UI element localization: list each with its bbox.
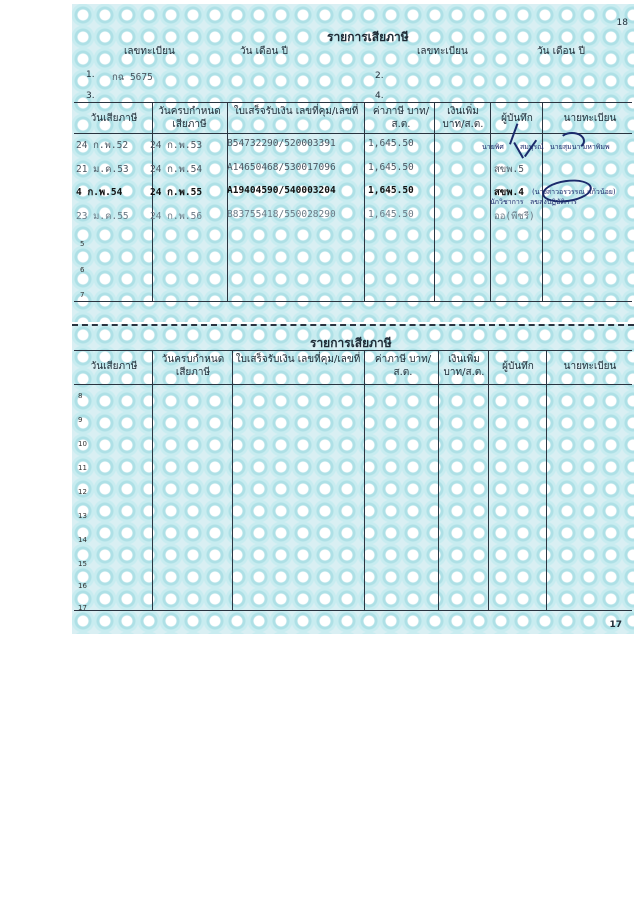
col-header-due: วันครบกำหนด เสียภาษี <box>158 106 221 130</box>
col-header-receipt: ใบเสร็จรับเงิน เลขที่คุม/เลขที่ <box>235 354 361 365</box>
section-title: รายการเสียภาษี <box>310 336 392 350</box>
cell-receipt: B54732290/520003391 <box>227 138 336 149</box>
reg-entry-no: 3. <box>86 91 95 101</box>
cell-receipt: B83755418/550028290 <box>227 209 336 220</box>
row-number: 12 <box>78 488 87 496</box>
row-number: 5 <box>80 240 85 248</box>
col-header-extra: เงินเพิ่ม บาท/ส.ต. <box>442 106 484 130</box>
cell-tax: 1,645.50 <box>368 209 414 220</box>
row-number: 17 <box>78 604 87 612</box>
col-header-registrar: นายทะเบียน <box>563 361 617 372</box>
cell-tax: 1,645.50 <box>368 138 414 149</box>
row-number: 13 <box>78 512 87 520</box>
col-header-tax: ค่าภาษี บาท/ส.ต. <box>374 354 432 378</box>
cell-receipt: A14650468/530017096 <box>227 162 336 173</box>
row-number: 6 <box>80 266 85 274</box>
cell-tax: 1,645.50 <box>368 162 414 173</box>
col-header-extra: เงินเพิ่ม บาท/ส.ต. <box>443 354 485 378</box>
row-number: 16 <box>78 582 87 590</box>
cell-recorder: สขพ.5 <box>494 164 524 175</box>
col-header-tax: ค่าภาษี บาท/ส.ต. <box>372 106 430 130</box>
col-header-paid: วันเสียภาษี <box>90 361 138 372</box>
cell-paid: 4 ก.พ.54 <box>76 187 123 198</box>
cell-tax: 1,645.50 <box>368 185 414 196</box>
handwritten-note: นายสุมนา มหาพิมพ <box>550 143 610 151</box>
cell-due: 24 ก.พ.56 <box>150 211 203 222</box>
handwritten-note: นักวิชาการ <box>490 198 524 206</box>
col-header-recorder: ผู้บันทึก <box>501 113 533 124</box>
row-number: 15 <box>78 560 87 568</box>
reg-entry-value: กฉ 5675 <box>112 72 153 83</box>
reg-no-header-2: เลขทะเบียน <box>417 46 468 57</box>
reg-entry-no: 2. <box>375 71 384 81</box>
section-title: รายการเสียภาษี <box>327 30 409 44</box>
col-header-receipt: ใบเสร็จรับเงิน เลขที่คุม/เลขที่ <box>233 106 359 117</box>
cell-recorder: ออ(พีชรี) <box>494 211 535 222</box>
cell-paid: 23 ม.ค.55 <box>76 211 129 222</box>
cell-receipt: A19404590/540003204 <box>227 185 336 196</box>
handwritten-note: ลขส่งปฏิบัติการ <box>530 198 577 206</box>
torn-edge <box>72 324 634 332</box>
row-number: 14 <box>78 536 87 544</box>
cell-recorder: สขพ.4 <box>494 187 524 198</box>
row-number: 11 <box>78 464 87 472</box>
handwritten-note: นายพิศ <box>482 143 504 151</box>
reg-date-header: วัน เดือน ปี <box>240 46 288 57</box>
reg-date-header-2: วัน เดือน ปี <box>537 46 585 57</box>
cell-due: 24 ก.พ.53 <box>150 140 203 151</box>
row-number: 8 <box>78 392 83 400</box>
page-number: 18 <box>616 18 628 28</box>
cell-paid: 24 ก.พ.52 <box>76 140 129 151</box>
handwritten-note: (นางสาวอรวรรณ แก้วน้อย) <box>532 188 616 196</box>
col-header-paid: วันเสียภาษี <box>90 113 138 124</box>
cell-paid: 21 ม.ค.53 <box>76 164 129 175</box>
tax-record-sheet-bottom <box>72 324 634 634</box>
tax-record-sheet-top <box>72 4 634 322</box>
handwritten-note: สมบุรณ์ <box>520 143 544 151</box>
row-number: 7 <box>80 291 85 299</box>
reg-no-header: เลขทะเบียน <box>124 46 175 57</box>
cell-due: 24 ก.พ.55 <box>150 187 203 198</box>
col-header-recorder: ผู้บันทึก <box>502 361 534 372</box>
col-header-due: วันครบกำหนด เสียภาษี <box>161 354 225 378</box>
page-number: 17 <box>609 620 622 630</box>
reg-entry-no: 4. <box>375 91 384 101</box>
row-number: 9 <box>78 416 83 424</box>
row-number: 10 <box>78 440 87 448</box>
cell-due: 24 ก.พ.54 <box>150 164 203 175</box>
reg-entry-no: 1. <box>86 70 95 80</box>
col-header-registrar: นายทะเบียน <box>563 113 617 124</box>
